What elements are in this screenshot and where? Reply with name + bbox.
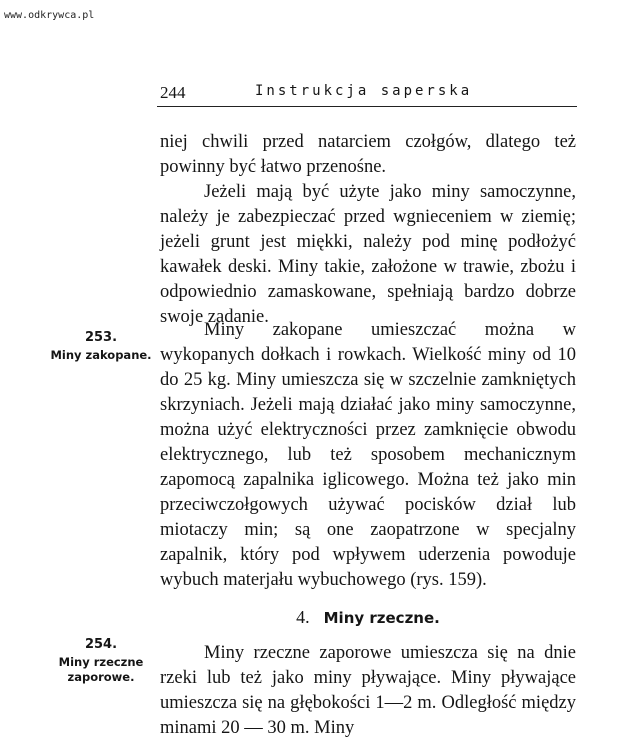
running-title: Instrukcja saperska [255, 83, 473, 99]
margin-note-text: Miny rzeczne zaporowe. [58, 655, 144, 684]
site-watermark: www.odkrywca.pl [4, 10, 95, 21]
paragraph-river-mines: Miny rzeczne zaporowe umieszcza się na dnie rzeki lub też jako miny pływające. Miny pływające umieszcza się na głębokości 1—2 m. Odległość między minami 20 — 30 m. Miny [160, 643, 576, 738]
header-rule [157, 106, 577, 107]
margin-note-254 [50, 637, 152, 685]
section-title: Miny rzeczne. [323, 609, 440, 627]
paragraph-buried-mines: Miny zakopane umieszczać można w wykopanych dołkach i rowkach. Wielkość miny od 10 do 25 kg. Miny umieszcza się w szczelnie zamkniętych skrzyniach. Jeżeli mają działać jako miny samoczynne, można użyć elektryczności przez zamknięcie obwodu elektrycznego, lub też sposobem mechanicznym zapomocą zapalnika iglicowego. Można też jako min przeciwczołgowych używać pocisków dział lub miotaczy min; są one zaopatrzone w specjalny zapalnik, który pod wpływem uderzenia powoduje wybuch materjału wybuchowego (rys. 159). [160, 320, 576, 590]
margin-note-number: 253. [84, 330, 118, 345]
page-number: 244 [160, 83, 186, 102]
margin-note-253 [50, 330, 152, 363]
paragraph-self-acting-mines: Jeżeli mają być użyte jako miny samoczynne, należy je zabezpieczać przed wgnieceniem w ziemię; jeżeli grunt jest miękki, należy pod minę podłożyć kawałek deski. Miny takie, założone w trawie, zbożu i odpowiednio zamaskowane, spełniają bardzo dobrze swoje zadanie. [160, 182, 576, 327]
section-number: 4. [296, 607, 310, 627]
margin-note-text: Miny zakopane. [50, 348, 152, 362]
margin-note-number: 254. [84, 637, 118, 652]
running-head [160, 83, 576, 105]
paragraph-continuation: niej chwili przed natarciem czołgów, dlatego też powinny być łatwo przenośne. [160, 132, 576, 177]
section-heading [160, 607, 576, 628]
